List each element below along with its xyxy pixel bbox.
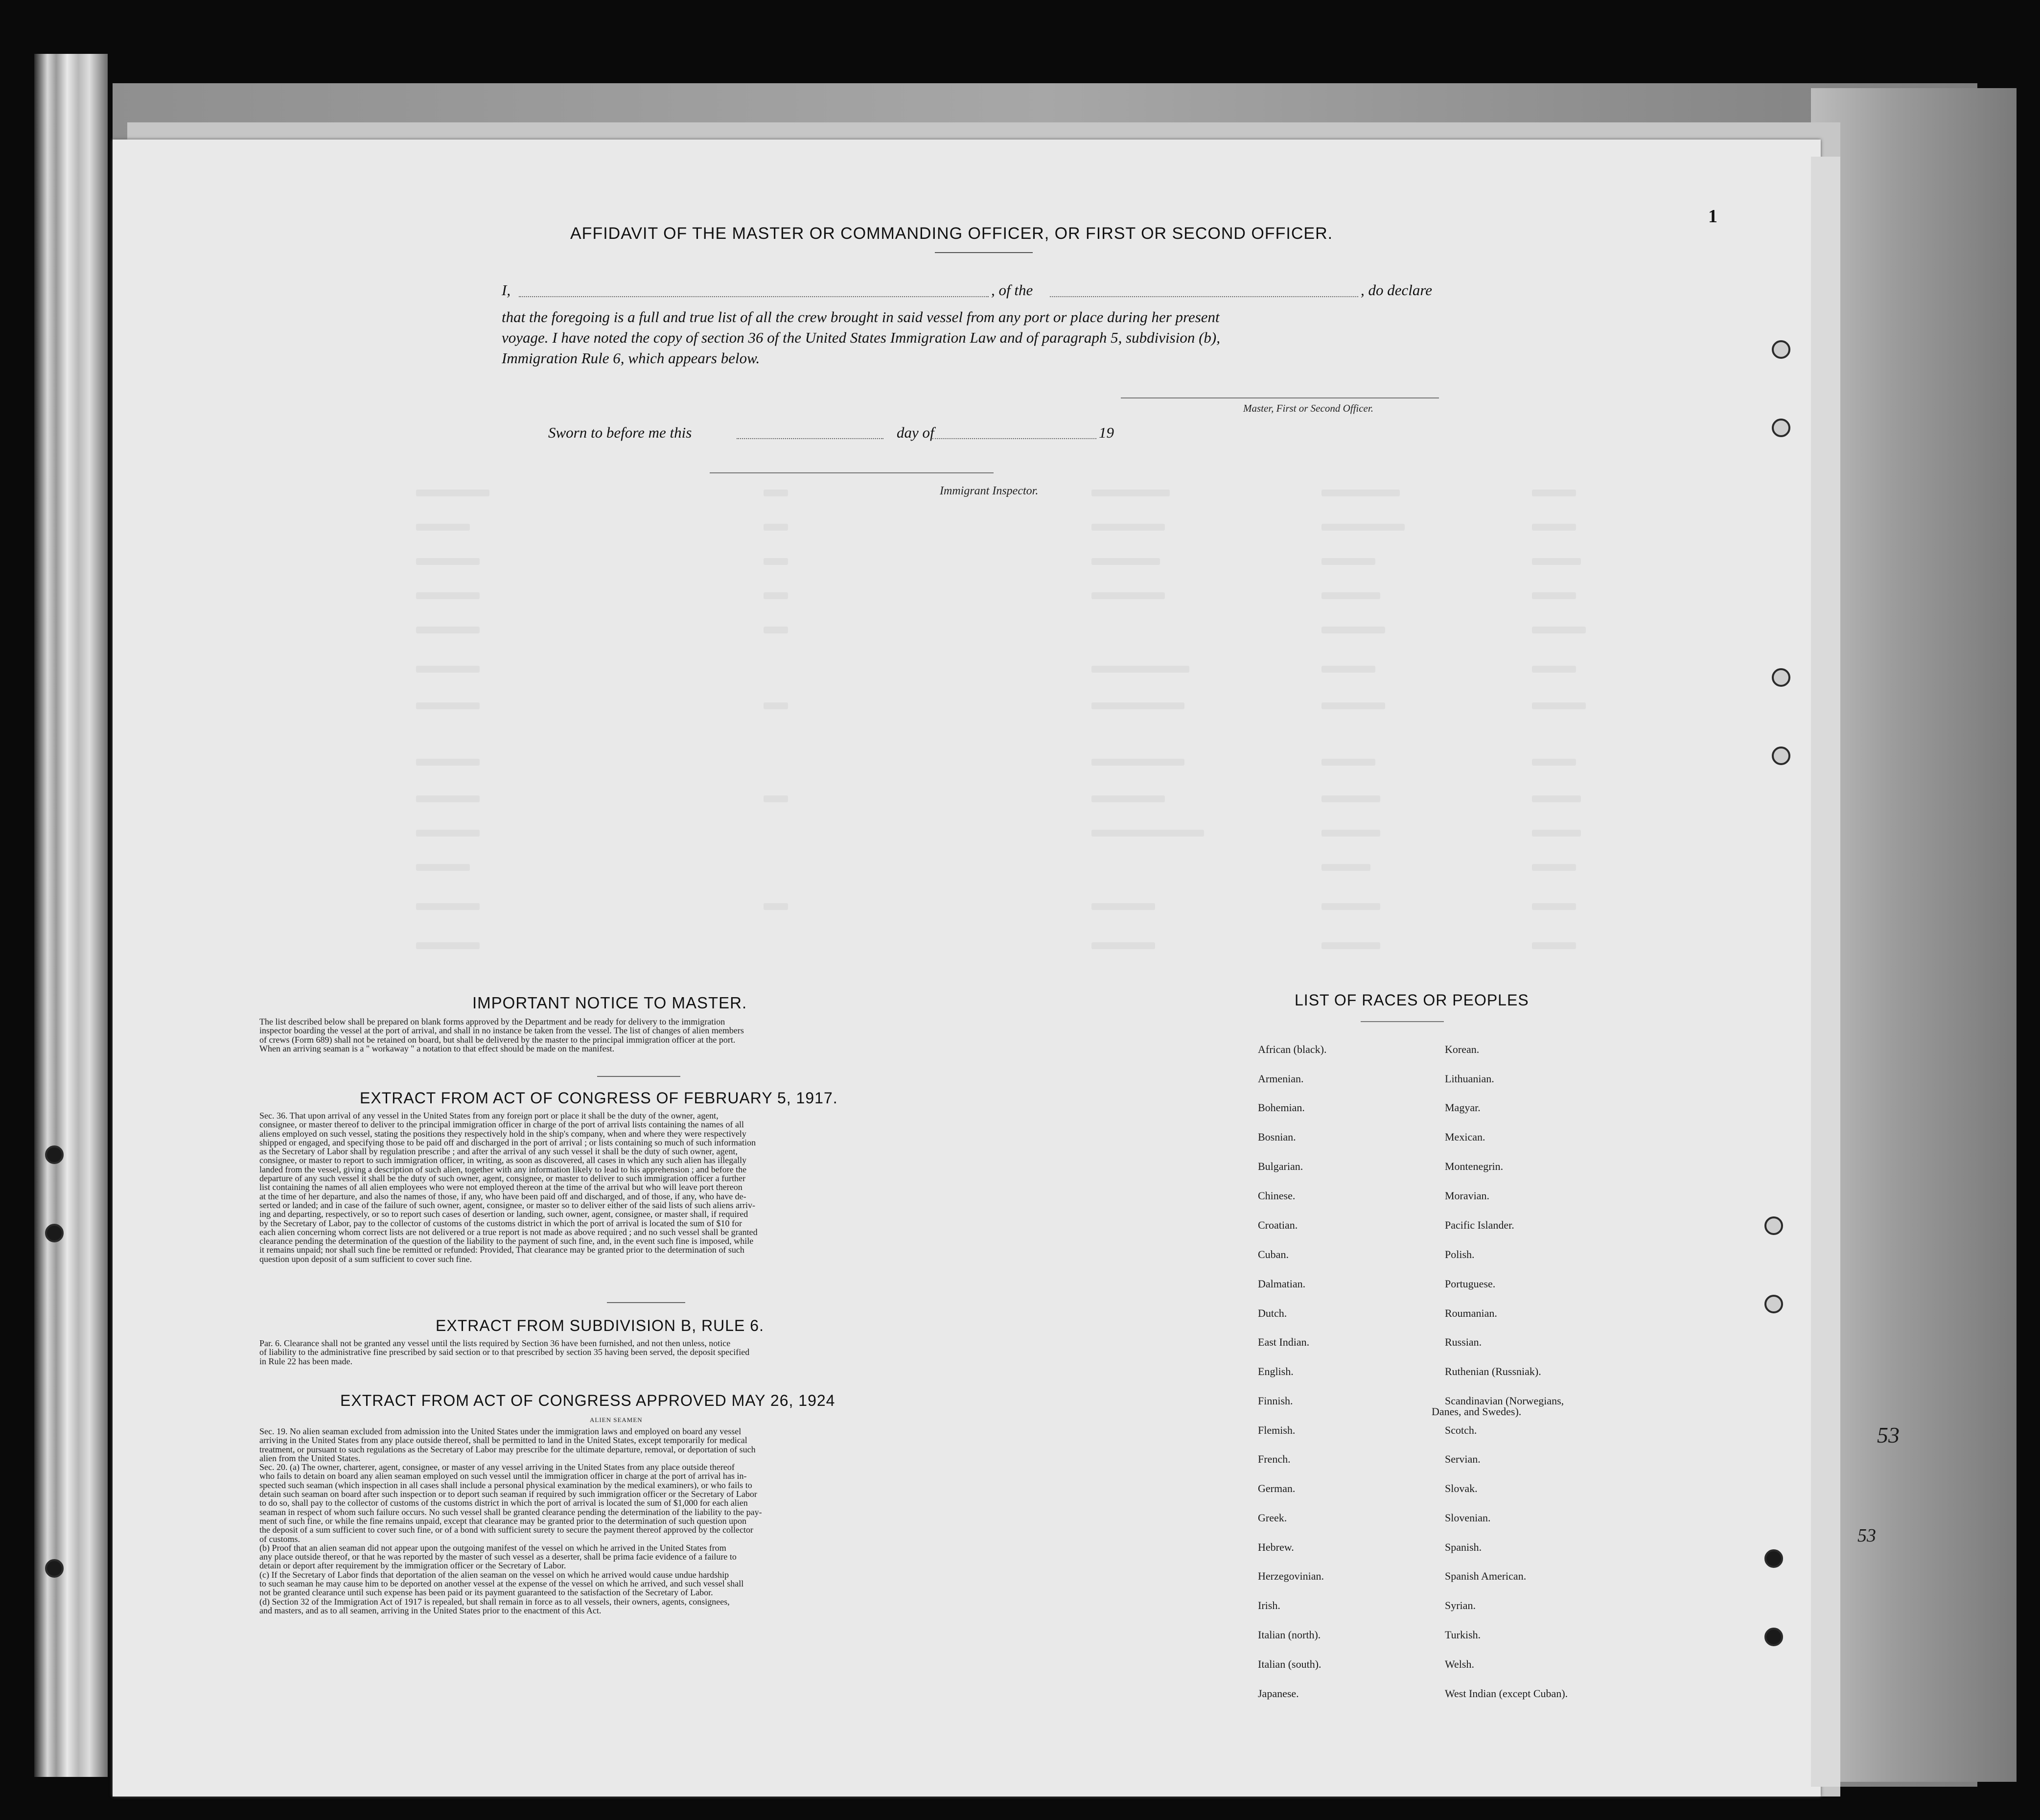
punch-hole: [1772, 419, 1790, 437]
extract-rule6-text: [259, 1339, 994, 1366]
race-item: Lithuanian.: [1445, 1073, 1494, 1085]
sworn-day-blank[interactable]: [737, 438, 883, 439]
race-item: Bosnian.: [1258, 1131, 1296, 1143]
race-item: Irish.: [1258, 1599, 1280, 1611]
race-item: Japanese.: [1258, 1687, 1299, 1700]
extract-line: shipped or engaged, and specifying those to be paid off and discharged in the port of arrival ; or lists containing so much of such information: [259, 1137, 756, 1147]
extract-line: (d) Section 32 of the Immigration Act of 1917 is repealed, but shall remain in force as to all vessels, their owners, agents, consignees,: [259, 1596, 730, 1607]
extract-line: (c) If the Secretary of Labor finds that deportation of the alien seaman on the vessel on which he arrived would cause undue hardship: [259, 1569, 729, 1580]
extract-line: Sec. 20. (a) The owner, charterer, agent, consignee, or master of any vessel arriving in the United States from any place outside thereof: [259, 1462, 735, 1472]
race-item: Italian (south).: [1258, 1658, 1321, 1670]
day-of-text: day of: [897, 424, 934, 441]
race-item: Syrian.: [1445, 1599, 1476, 1611]
affidavit-line-4: Immigration Rule 6, which appears below.: [502, 350, 760, 367]
race-item: Servian.: [1445, 1453, 1481, 1465]
extract-line: not be granted clearance until such expense has been paid or its payment guaranteed to the satisfaction of the Secretary of Labor.: [259, 1587, 713, 1598]
punch-hole: [1764, 1549, 1783, 1568]
ghost-row: [392, 524, 1596, 543]
punch-hole: [45, 1145, 64, 1164]
ghost-row: [392, 666, 1596, 685]
extract-line: Sec. 19. No alien seaman excluded from admission into the United States under the immigration laws and employed on board any vessel: [259, 1426, 742, 1436]
extract-line: Sec. 36. That upon arrival of any vessel in the United States from any foreign port or place it shall be the duty of the owner, agent,: [259, 1111, 719, 1120]
race-item: Scotch.: [1445, 1424, 1477, 1436]
extract-line: landed from the vessel, giving a description of such alien, together with any information likely to lead to his apprehension ; and before the: [259, 1164, 747, 1174]
margin-note: 53: [1857, 1525, 1876, 1546]
notice-line: The list described below shall be prepared on blank forms approved by the Department and be ready for delivery to the immigration: [259, 1017, 725, 1027]
race-item: French.: [1258, 1453, 1291, 1465]
race-item: Polish.: [1445, 1248, 1475, 1260]
race-item: Croatian.: [1258, 1219, 1298, 1231]
race-item: Ruthenian (Russniak).: [1445, 1365, 1541, 1377]
ghost-row: [392, 592, 1596, 612]
race-item: East Indian.: [1258, 1336, 1310, 1348]
extract-1917-title: EXTRACT FROM ACT OF CONGRESS OF FEBRUARY 5, 1917.: [360, 1089, 838, 1107]
affidavit-do-declare: , do declare: [1361, 281, 1433, 299]
race-item: Korean.: [1445, 1043, 1480, 1055]
extract-line: alien from the United States.: [259, 1453, 361, 1463]
ghost-row: [392, 903, 1596, 923]
ghost-row: [392, 830, 1596, 849]
race-item-continuation: Danes, and Swedes).: [1432, 1405, 1522, 1418]
extract-line: treatment, or pursuant to such regulations as the Secretary of Labor may prescribe for the ultimate departure, removal, or deportation of such: [259, 1444, 756, 1454]
race-item: Dutch.: [1258, 1307, 1287, 1319]
race-item: Russian.: [1445, 1336, 1482, 1348]
extract-line: by the Secretary of Labor, pay to the collector of customs of the customs district in which the port of arrival is located the sum of $10 for: [259, 1218, 742, 1228]
extract-line: consignee, or master thereof to deliver to the principal immigration officer in charge of the port of arrival lists containing the names of all: [259, 1120, 744, 1130]
race-item: West Indian (except Cuban).: [1445, 1687, 1568, 1700]
affidavit-i: I,: [502, 281, 511, 299]
extract-line: question upon deposit of a sum sufficient to cover such fine.: [259, 1254, 472, 1264]
binder-edge: [34, 54, 108, 1777]
bleed-through-area: [392, 485, 1596, 984]
extract-line: the deposit of a sum sufficient to cover such fine, or of a bond with sufficient surety to secure the payment thereof approved by the collector: [259, 1525, 754, 1535]
sheet-edge-strip: [1811, 157, 1840, 1787]
race-item: English.: [1258, 1365, 1294, 1377]
race-item: Flemish.: [1258, 1424, 1296, 1436]
extract-line: ing and departing, respectively, or so to report such cases of desertion or landing, such owner, agent, consignee, or master shall, if required: [259, 1209, 748, 1219]
extract-line: (b) Proof that an alien seaman did not appear upon the outgoing manifest of the vessel on which he arrived in the United States from: [259, 1542, 726, 1553]
extract-line: to do so, shall pay to the collector of customs of the customs district in which the port of arrival is located the sum of $1,000 for each alien: [259, 1498, 748, 1508]
race-item: German.: [1258, 1482, 1296, 1494]
extract-line: serted or landed; and in case of the failure of such owner, agent, consignee, or master so to deliver either of the said lists of such aliens arriv-: [259, 1200, 755, 1210]
extract-line: each alien concerning whom correct lists are not delivered or a true report is not made as above required ; and no such vessel shall be granted: [259, 1227, 758, 1237]
page-number: 1: [1708, 206, 1717, 227]
extract-line: detain such seaman on board after such inspection or to deport such seaman if required by such immigration officer or the Secretary of Labor: [259, 1489, 757, 1499]
extract-1924-text: [259, 1427, 994, 1615]
sworn-month-blank[interactable]: [932, 438, 1096, 439]
punch-hole: [1764, 1216, 1783, 1235]
race-item: Italian (north).: [1258, 1629, 1321, 1641]
affidavit-line-2: that the foregoing is a full and true list of all the crew brought in said vessel from any port or place during her present: [502, 308, 1220, 326]
race-item: Slovak.: [1445, 1482, 1478, 1494]
punch-hole: [45, 1224, 64, 1242]
notice-title: IMPORTANT NOTICE TO MASTER.: [472, 994, 747, 1012]
notice-text: [259, 1017, 994, 1053]
affidavit-line-3: voyage. I have noted the copy of section 36 of the United States Immigration Law and of paragraph 5, subdivision (b),: [502, 329, 1220, 346]
punch-hole: [1764, 1295, 1783, 1313]
extract-line: it remains unpaid; nor shall such fine be remitted or refunded: Provided, That clearance may be granted prior to the determination of such: [259, 1245, 744, 1255]
race-item: Bohemian.: [1258, 1101, 1305, 1114]
signature-line[interactable]: [1121, 397, 1439, 398]
notice-line: inspector boarding the vessel at the port of arrival, and shall in no instance be taken from the vessel. The list of changes of alien members: [259, 1026, 744, 1036]
affidavit-title: AFFIDAVIT OF THE MASTER OR COMMANDING OFFICER, OR FIRST OR SECOND OFFICER.: [570, 224, 1333, 243]
punch-hole: [1772, 747, 1790, 765]
ghost-row: [392, 558, 1596, 578]
race-item: Herzegovinian.: [1258, 1570, 1324, 1582]
extract-line: of customs.: [259, 1534, 300, 1544]
race-item: African (black).: [1258, 1043, 1327, 1055]
extract-line: list containing the names of all alien employees who were not employed thereon at the time of the arrival but who will leave port thereon: [259, 1182, 742, 1192]
extract-line: clearance pending the determination of the question of the liability to the payment of such fine, and, in the event such fine is imposed, while: [259, 1236, 754, 1246]
divider: [597, 1076, 680, 1077]
inspector-label: Immigrant Inspector.: [940, 485, 1039, 497]
race-item: Spanish American.: [1445, 1570, 1527, 1582]
ghost-row: [392, 795, 1596, 815]
affidavit-title-rule: [935, 252, 1033, 253]
sworn-text: Sworn to before me this: [548, 424, 692, 441]
extract-line: seaman in respect of whom such failure occurs. No such vessel shall be granted clearance pending the determination of the liability to the pay-: [259, 1507, 762, 1517]
races-list-title: LIST OF RACES OR PEOPLES: [1295, 991, 1529, 1009]
notice-line: of crews (Form 689) shall not be retained on board, but shall be delivered by the master to the principal immigration officer at the port.: [259, 1034, 736, 1045]
race-item: Moravian.: [1445, 1190, 1490, 1202]
ghost-row: [392, 864, 1596, 884]
extract-1924-title: EXTRACT FROM ACT OF CONGRESS APPROVED MAY 26, 1924: [340, 1392, 835, 1409]
race-item: Welsh.: [1445, 1658, 1474, 1670]
notice-line: When an arriving seaman is a " workaway " a notation to that effect should be made on the manifest.: [259, 1043, 615, 1053]
race-item: Mexican.: [1445, 1131, 1485, 1143]
race-item: Scandinavian (Norwegians,: [1445, 1395, 1564, 1407]
extract-line: any place outside thereof, or that he was reported by the master of such vessel as a deserter, shall be prima facie evidence of a failure to: [259, 1552, 737, 1562]
extract-1924-subtitle: ALIEN SEAMEN: [590, 1416, 643, 1423]
divider: [607, 1302, 685, 1303]
extract-line: who fails to detain on board any alien seaman employed on such vessel until the immigration officer in charge at the port of arrival has in-: [259, 1471, 747, 1481]
punch-hole: [1764, 1628, 1783, 1646]
extract-line: Par. 6. Clearance shall not be granted any vessel until the lists required by Section 36 have been furnished, and not then unless, notice: [259, 1338, 731, 1348]
ghost-row: [392, 942, 1596, 962]
inspector-line[interactable]: [710, 472, 994, 473]
extract-line: aliens employed on such vessel, stating the positions they respectively hold in the ship's company, when and where they were respectively: [259, 1128, 746, 1139]
extract-line: arriving in the United States from any place outside thereof, shall be permitted to land in the United States, except temporarily for medical: [259, 1435, 747, 1446]
race-item: Spanish.: [1445, 1541, 1482, 1553]
margin-note: 53: [1877, 1423, 1900, 1447]
race-item: Bulgarian.: [1258, 1160, 1303, 1172]
extract-rule6-title: EXTRACT FROM SUBDIVISION B, RULE 6.: [436, 1317, 764, 1334]
race-item: Portuguese.: [1445, 1278, 1496, 1290]
race-item: Slovenian.: [1445, 1512, 1491, 1524]
race-item: Montenegrin.: [1445, 1160, 1504, 1172]
extract-line: and masters, and as to all seamen, arriving in the United States prior to the enactment of this Act.: [259, 1605, 602, 1615]
affidavit-of-the: , of the: [991, 281, 1033, 299]
race-item: Greek.: [1258, 1512, 1287, 1524]
race-item: Finnish.: [1258, 1395, 1293, 1407]
ghost-row: [392, 490, 1596, 509]
extract-line: ment of such fine, or while the fine remains unpaid, except that clearance may be granted prior to the determination of such question upon: [259, 1516, 747, 1526]
vessel-blank[interactable]: [1050, 296, 1358, 297]
extract-line: in Rule 22 has been made.: [259, 1356, 352, 1366]
ghost-row: [392, 702, 1596, 722]
races-title-rule: [1361, 1021, 1444, 1022]
race-item: Hebrew.: [1258, 1541, 1294, 1553]
ghost-row: [392, 627, 1596, 646]
race-item: Armenian.: [1258, 1073, 1304, 1085]
back-page-right-edge: [1811, 88, 2017, 1782]
extract-line: at the time of her departure, and also the names of those, if any, who have been paid off and discharged, and of those, if any, who have de-: [259, 1191, 746, 1201]
extract-line: of liability to the administrative fine prescribed by said section or to that prescribed by section 35 having been served, the deposit specified: [259, 1347, 750, 1357]
punch-hole: [1772, 668, 1790, 687]
extract-line: departure of any such vessel it shall be the duty of such owner, agent, consignee, or master to deliver to such immigration officer a further: [259, 1173, 746, 1184]
race-item: Magyar.: [1445, 1101, 1481, 1114]
name-blank[interactable]: [519, 296, 989, 297]
punch-hole: [45, 1559, 64, 1578]
extract-line: consignee, or master to report to such immigration officer, in writing, as soon as discovered, all cases in which any such alien has illegally: [259, 1155, 747, 1166]
race-item: Chinese.: [1258, 1190, 1296, 1202]
race-item: Pacific Islander.: [1445, 1219, 1514, 1231]
race-item: Turkish.: [1445, 1629, 1481, 1641]
year-prefix: 19: [1099, 424, 1114, 441]
race-item: Cuban.: [1258, 1248, 1289, 1260]
signature-label: Master, First or Second Officer.: [1243, 402, 1373, 414]
extract-line: as the Secretary of Labor shall by regulation prescribe ; and after the arrival of any such vessel it shall be the duty of such owner, agent,: [259, 1146, 738, 1157]
punch-hole: [1772, 340, 1790, 359]
extract-line: detain or deport after requirement by the immigration officer or the Secretary of Labor.: [259, 1561, 566, 1571]
extract-1917-text: [259, 1111, 994, 1263]
race-item: Dalmatian.: [1258, 1278, 1306, 1290]
ghost-row: [392, 759, 1596, 778]
extract-line: spected such seaman (which inspection in all cases shall include a personal physical examination by the medical examiners), or who fails to: [259, 1480, 752, 1490]
race-item: Roumanian.: [1445, 1307, 1497, 1319]
extract-line: to such seaman he may cause him to be deported on another vessel at the expense of the vessel on which he arrived, and such vessel shall: [259, 1579, 744, 1589]
